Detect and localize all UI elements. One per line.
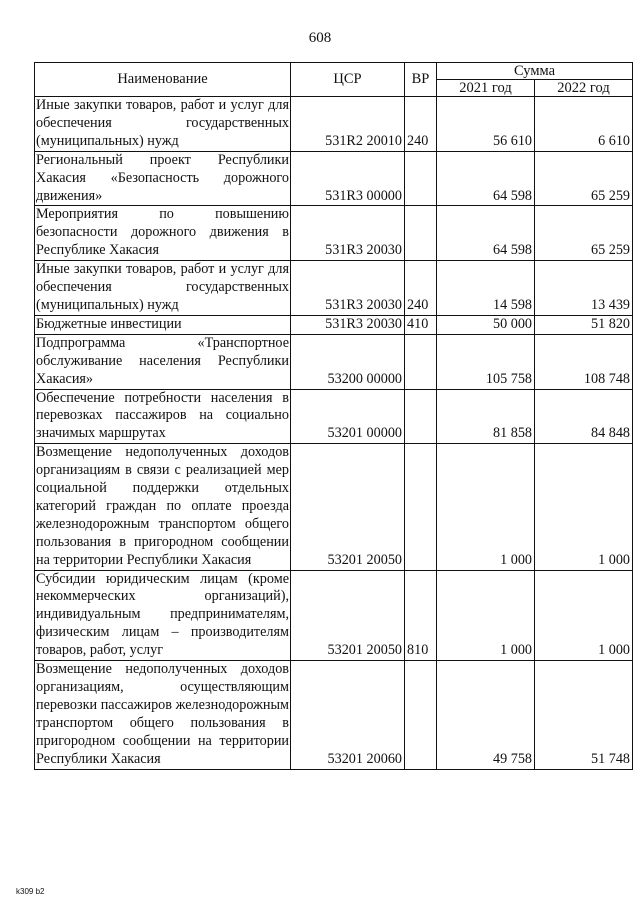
row-csr: 53201 00000 bbox=[291, 389, 405, 444]
table-row bbox=[35, 389, 633, 444]
header-year-2022: 2022 год bbox=[535, 80, 633, 97]
row-sum-2022: 1 000 bbox=[535, 444, 633, 570]
table-row bbox=[35, 97, 633, 152]
row-vr bbox=[405, 661, 437, 769]
row-sum-2022: 13 439 bbox=[535, 261, 633, 316]
row-csr: 531R2 20010 bbox=[291, 97, 405, 152]
row-name: Региональный проект Республики Хакасия «Безопасность дорожного движения» bbox=[35, 151, 291, 206]
row-sum-2022: 6 610 bbox=[535, 97, 633, 152]
row-sum-2022: 65 259 bbox=[535, 206, 633, 261]
row-csr: 531R3 20030 bbox=[291, 315, 405, 334]
row-sum-2021: 64 598 bbox=[437, 151, 535, 206]
row-sum-2022: 108 748 bbox=[535, 334, 633, 389]
row-sum-2022: 65 259 bbox=[535, 151, 633, 206]
row-sum-2021: 64 598 bbox=[437, 206, 535, 261]
row-name: Возмещение недополученных доходов организациям, осуществляющим перевозки пассажиров железнодорожным транспортом общего пользования в пригородном сообщении на территории Республики Хакасия bbox=[35, 661, 291, 769]
row-sum-2022: 84 848 bbox=[535, 389, 633, 444]
table-row bbox=[35, 261, 633, 316]
row-sum-2021: 1 000 bbox=[437, 570, 535, 661]
row-name: Возмещение недополученных доходов организациям в связи с реализацией мер социальной поддержки отдельных категорий граждан по оплате проезда железнодорожным транспортом общего пользования в пригородном сообщении на территории Республики Хакасия bbox=[35, 444, 291, 570]
header-name: Наименование bbox=[35, 63, 291, 97]
row-csr: 531R3 00000 bbox=[291, 151, 405, 206]
table-row bbox=[35, 315, 633, 334]
row-sum-2021: 50 000 bbox=[437, 315, 535, 334]
row-vr bbox=[405, 206, 437, 261]
row-csr: 53201 20050 bbox=[291, 570, 405, 661]
row-sum-2021: 14 598 bbox=[437, 261, 535, 316]
row-sum-2021: 81 858 bbox=[437, 389, 535, 444]
row-name: Бюджетные инвестиции bbox=[35, 315, 291, 334]
header-sum: Сумма bbox=[437, 63, 633, 80]
header-csr: ЦСР bbox=[291, 63, 405, 97]
row-sum-2021: 105 758 bbox=[437, 334, 535, 389]
footer-code: k309 b2 bbox=[16, 887, 45, 896]
row-csr: 53200 00000 bbox=[291, 334, 405, 389]
row-vr: 240 bbox=[405, 261, 437, 316]
table-row bbox=[35, 661, 633, 769]
row-name: Субсидии юридическим лицам (кроме некоммерческих организаций), индивидуальным предпринимателям, физическим лицам – производителям товаров, работ, услуг bbox=[35, 570, 291, 661]
row-name: Подпрограмма «Транспортное обслуживание населения Республики Хакасия» bbox=[35, 334, 291, 389]
row-csr: 53201 20050 bbox=[291, 444, 405, 570]
table-row bbox=[35, 570, 633, 661]
row-sum-2022: 1 000 bbox=[535, 570, 633, 661]
row-sum-2021: 56 610 bbox=[437, 97, 535, 152]
row-vr: 810 bbox=[405, 570, 437, 661]
header-year-2021: 2021 год bbox=[437, 80, 535, 97]
row-sum-2021: 1 000 bbox=[437, 444, 535, 570]
row-csr: 531R3 20030 bbox=[291, 206, 405, 261]
row-vr: 240 bbox=[405, 97, 437, 152]
header-vr: ВР bbox=[405, 63, 437, 97]
table-row bbox=[35, 334, 633, 389]
row-name: Иные закупки товаров, работ и услуг для обеспечения государственных (муниципальных) нужд bbox=[35, 97, 291, 152]
row-sum-2022: 51 820 bbox=[535, 315, 633, 334]
row-name: Иные закупки товаров, работ и услуг для обеспечения государственных (муниципальных) нужд bbox=[35, 261, 291, 316]
table-row bbox=[35, 151, 633, 206]
row-name: Мероприятия по повышению безопасности дорожного движения в Республике Хакасия bbox=[35, 206, 291, 261]
table-body bbox=[35, 97, 633, 770]
table-header bbox=[35, 63, 633, 97]
table-row bbox=[35, 206, 633, 261]
row-vr bbox=[405, 334, 437, 389]
row-vr bbox=[405, 389, 437, 444]
table-row bbox=[35, 444, 633, 570]
page-number: 608 bbox=[308, 30, 332, 46]
row-vr bbox=[405, 151, 437, 206]
budget-table bbox=[34, 62, 633, 770]
row-csr: 53201 20060 bbox=[291, 661, 405, 769]
row-vr bbox=[405, 444, 437, 570]
row-name: Обеспечение потребности населения в перевозках пассажиров на социально значимых маршрутах bbox=[35, 389, 291, 444]
row-sum-2021: 49 758 bbox=[437, 661, 535, 769]
row-csr: 531R3 20030 bbox=[291, 261, 405, 316]
row-vr: 410 bbox=[405, 315, 437, 334]
row-sum-2022: 51 748 bbox=[535, 661, 633, 769]
